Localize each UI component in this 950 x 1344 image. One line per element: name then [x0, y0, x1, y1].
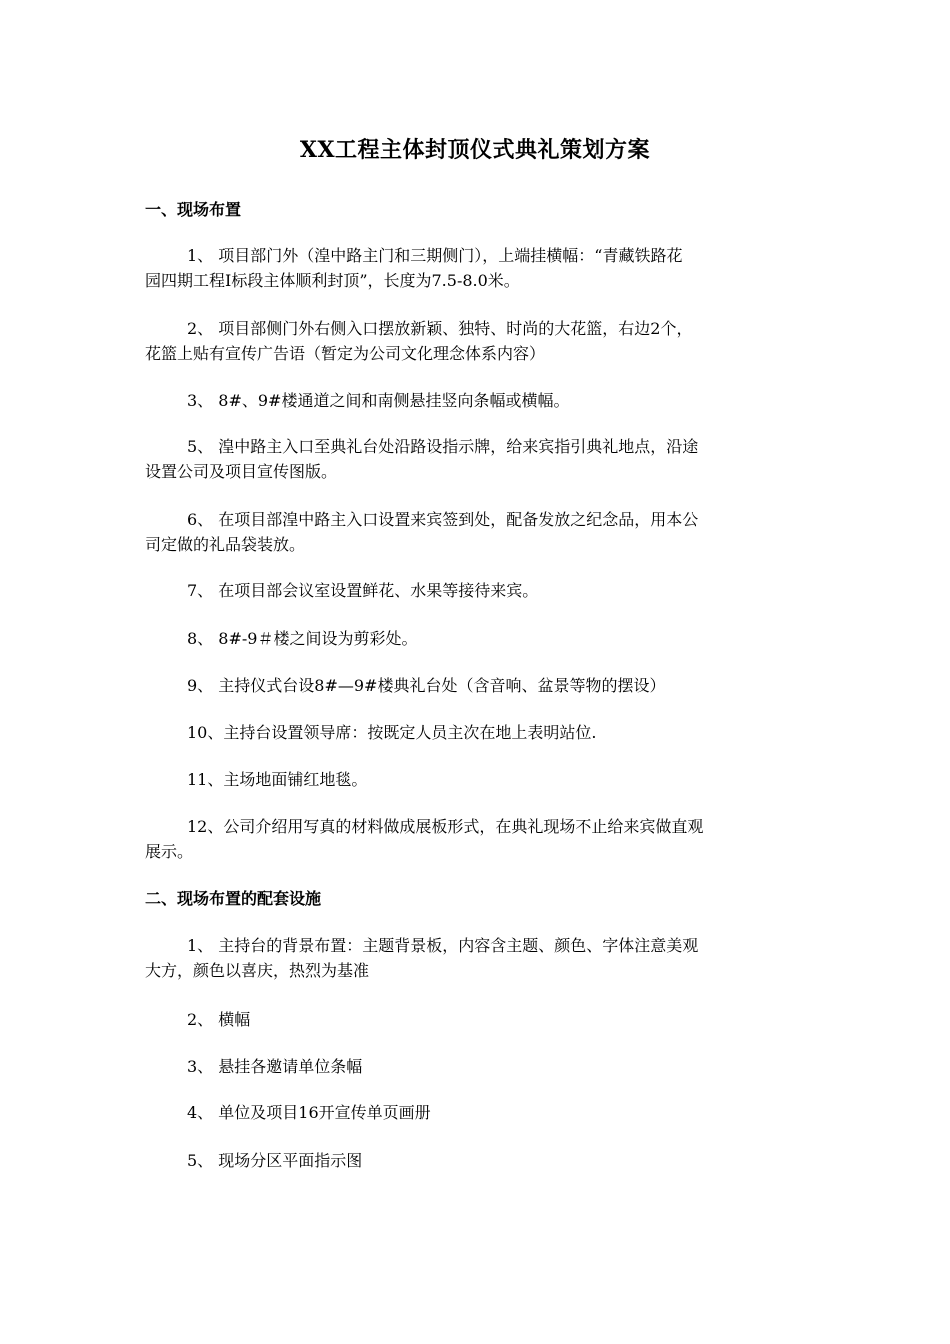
item-line: 5、 湟中路主入口至典礼台处沿路设指示牌，给来宾指引典礼地点，沿途 — [187, 437, 699, 456]
item-line: 3、 8#、9#楼通道之间和南侧悬挂竖向条幅或横幅。 — [187, 391, 570, 410]
list-item — [145, 316, 805, 366]
section-heading-supporting-facilities: 二、现场布置的配套设施 — [145, 889, 322, 908]
list-item — [145, 243, 805, 293]
item-line: 展示。 — [145, 842, 194, 861]
list-item — [145, 767, 805, 792]
list-item — [145, 814, 805, 864]
list-item — [145, 578, 805, 603]
item-line: 1、 主持台的背景布置：主题背景板，内容含主题、颜色、字体注意美观 — [187, 936, 699, 955]
list-item — [145, 507, 805, 557]
item-line: 12、公司介绍用写真的材料做成展板形式，在典礼现场不止给来宾做直观 — [187, 817, 704, 836]
list-item — [145, 673, 805, 698]
list-item — [145, 1054, 805, 1079]
list-item — [145, 388, 805, 413]
item-line: 9、 主持仪式台设8#—9#楼典礼台处（含音响、盆景等物的摆设） — [187, 676, 666, 695]
list-item — [145, 434, 805, 484]
item-line: 花篮上贴有宣传广告语（暂定为公司文化理念体系内容） — [145, 344, 546, 363]
list-item — [145, 933, 805, 983]
item-line: 11、主场地面铺红地毯。 — [187, 770, 368, 789]
item-line: 1、 项目部门外（湟中路主门和三期侧门），上端挂横幅：“青藏铁路花 — [187, 246, 683, 265]
item-line: 2、 项目部侧门外右侧入口摆放新颖、独特、时尚的大花篮，右边2个， — [187, 319, 693, 338]
item-line: 3、 悬挂各邀请单位条幅 — [187, 1057, 363, 1076]
item-line: 设置公司及项目宣传图版。 — [145, 462, 338, 481]
item-line: 8、 8#-9＃楼之间设为剪彩处。 — [187, 629, 418, 648]
list-item — [145, 626, 805, 651]
item-line: 4、 单位及项目16开宣传单页画册 — [187, 1103, 431, 1122]
document-title: XX工程主体封顶仪式典礼策划方案 — [299, 137, 651, 163]
item-line: 7、 在项目部会议室设置鲜花、水果等接待来宾。 — [187, 581, 539, 600]
item-line: 2、 横幅 — [187, 1010, 251, 1029]
item-line: 5、 现场分区平面指示图 — [187, 1151, 363, 1170]
list-item — [145, 1148, 805, 1173]
item-line: 6、 在项目部湟中路主入口设置来宾签到处，配备发放之纪念品，用本公 — [187, 510, 699, 529]
list-item — [145, 1007, 805, 1032]
list-item — [145, 1100, 805, 1125]
list-item — [145, 720, 805, 745]
item-line: 10、主持台设置领导席：按既定人员主次在地上表明站位. — [187, 723, 597, 742]
item-line: 园四期工程Ⅰ标段主体顺利封顶”，长度为7.5-8.0米。 — [145, 271, 520, 290]
section-heading-site-layout: 一、现场布置 — [145, 200, 242, 219]
item-line: 大方，颜色以喜庆，热烈为基准 — [145, 961, 370, 980]
item-line: 司定做的礼品袋装放。 — [145, 535, 306, 554]
